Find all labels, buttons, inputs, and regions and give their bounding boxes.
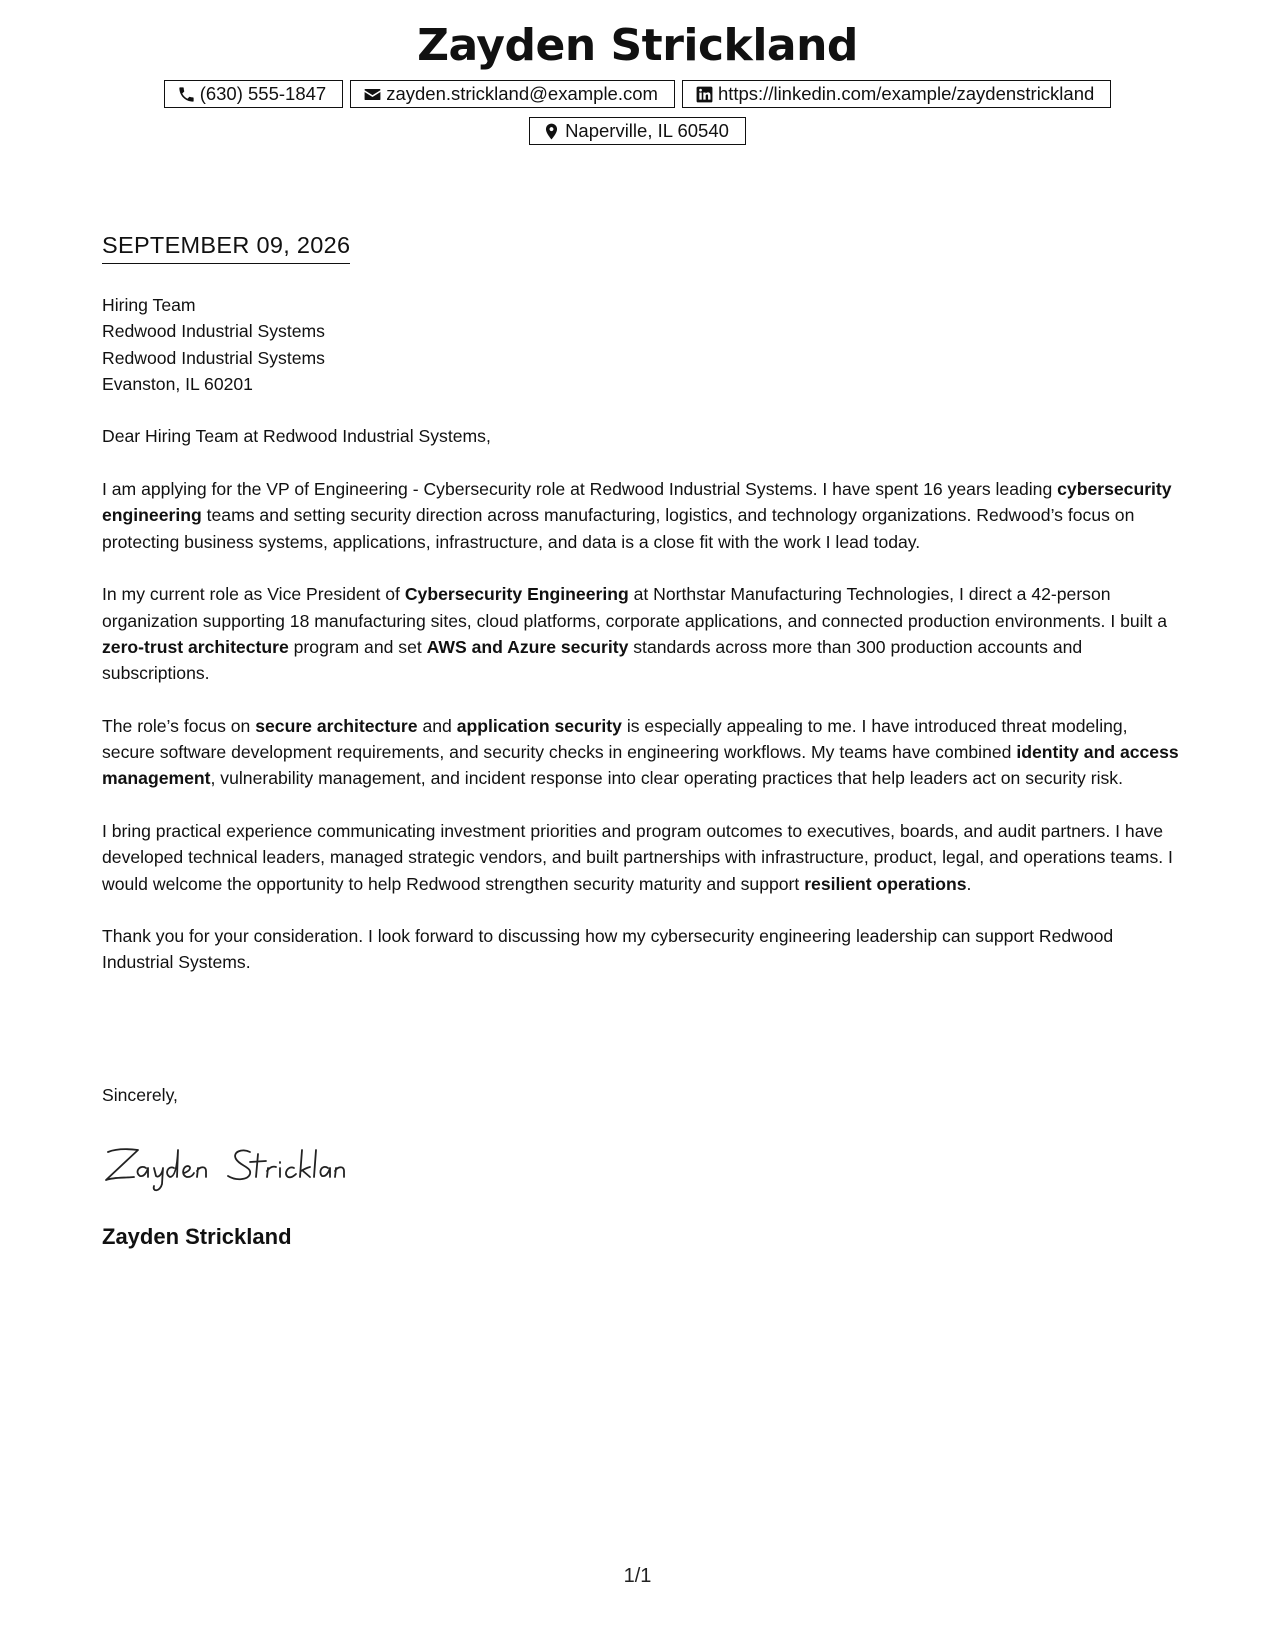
signer-name: Zayden Strickland xyxy=(102,1224,292,1249)
email-text: zayden.strickland@example.com xyxy=(386,83,658,104)
recipient-line: Evanston, IL 60201 xyxy=(102,373,253,394)
linkedin-text: https://linkedin.com/example/zaydenstrickland xyxy=(717,83,1095,104)
letter-date: SEPTEMBER 09, 2026 xyxy=(102,232,350,264)
letter-body xyxy=(102,292,1182,1002)
phone-icon xyxy=(177,85,196,104)
email-chip[interactable] xyxy=(350,80,675,108)
recipient-line: Hiring Team xyxy=(102,295,196,315)
location-text: Naperville, IL 60540 xyxy=(565,120,729,141)
closing: Sincerely, xyxy=(102,1085,178,1105)
recipient-line: Redwood Industrial Systems xyxy=(102,321,325,342)
recipient-address xyxy=(102,292,1182,397)
paragraph-5: Thank you for your consideration. I look forward to discussing how my cybersecurity engineering leadership can support Redwood Industrial Systems. xyxy=(102,926,1114,973)
contact-row-2 xyxy=(0,117,1275,145)
paragraph-3: The role’s focus on secure architecture and application security is especially appealing to me. I have introduced threat modeling, secure software development requirements, and security checks in engineering workflows. My teams have combined identity and access management, vulnerability management, and incident response into clear operating practices that help leaders act on security risk. xyxy=(102,715,1179,789)
applicant-name: Zayden Strickland xyxy=(417,20,858,71)
linkedin-icon xyxy=(695,85,714,104)
phone-chip[interactable] xyxy=(164,80,344,108)
paragraph-1: I am applying for the VP of Engineering - Cybersecurity role at Redwood Industrial Systems. I have spent 16 years leading cybersecurity engineering teams and setting security direction across manufacturing, logistics, and technology organizations. Redwood’s focus on protecting business systems, applications, infrastructure, and data is a close fit with the work I lead today. xyxy=(102,479,1172,552)
recipient-line: Redwood Industrial Systems xyxy=(102,347,325,368)
phone-text: (630) 555-1847 xyxy=(199,83,327,104)
paragraph-2: In my current role as Vice President of Cybersecurity Engineering at Northstar Manufacturing Technologies, I direct a 42-person organization supporting 18 manufacturing sites, cloud platforms, corporate applications, and connected production environments. I built a zero-trust architecture program and set AWS and Azure security standards across more than 300 production accounts and subscriptions. xyxy=(102,584,1168,684)
paragraph-4: I bring practical experience communicating investment priorities and program outcomes to executives, boards, and audit partners. I have developed technical leaders, managed strategic vendors, and built partnerships with infrastructure, product, legal, and operations teams. I would welcome the opportunity to help Redwood strengthen security maturity and support resilient operations. xyxy=(102,820,1173,894)
map-pin-icon xyxy=(542,122,561,141)
contact-row xyxy=(0,80,1275,108)
location-chip xyxy=(529,117,746,145)
salutation: Dear Hiring Team at Redwood Industrial Systems, xyxy=(102,426,491,447)
envelope-icon xyxy=(363,85,382,104)
handwritten-signature xyxy=(100,1140,370,1195)
page-indicator: 1/1 xyxy=(623,1565,652,1587)
linkedin-chip[interactable] xyxy=(682,80,1111,108)
